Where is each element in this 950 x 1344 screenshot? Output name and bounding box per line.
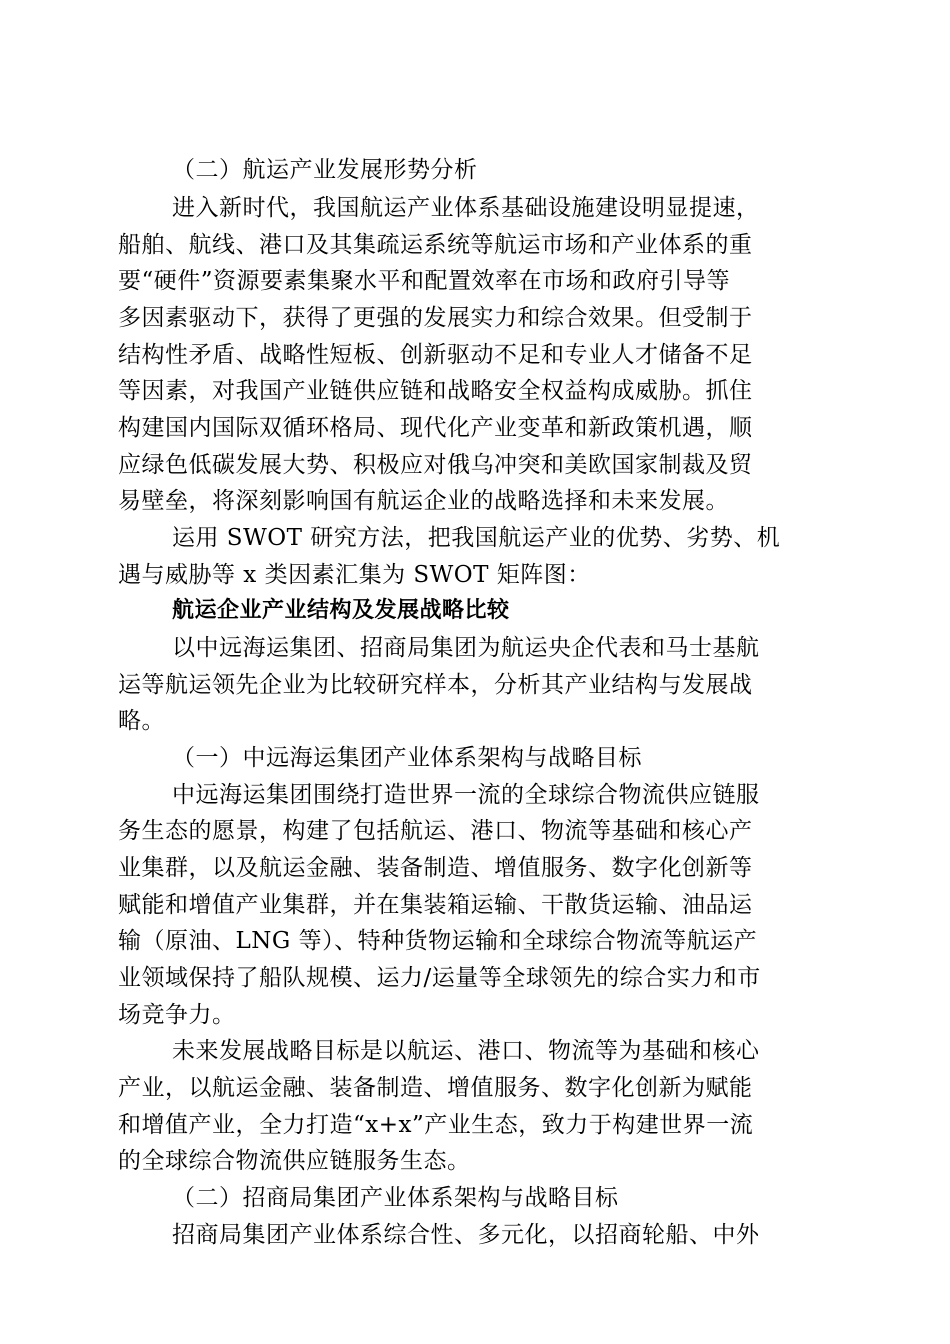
section-heading-compare: 航运企业产业结构及发展战略比较 <box>172 598 510 623</box>
paragraph-line: 业集群，以及航运金融、装备制造、增值服务、数字化创新等 <box>118 855 753 881</box>
paragraph-line: 船舶、航线、港口及其集疏运系统等航运市场和产业体系的重 <box>118 232 753 258</box>
paragraph-line: 要“硬件”资源要素集聚水平和配置效率在市场和政府引导等 <box>118 268 731 294</box>
paragraph-line: 构建国内国际双循环格局、现代化产业变革和新政策机遇，顺 <box>118 415 753 441</box>
paragraph-line: 结构性矛盾、战略性短板、创新驱动不足和专业人才储备不足 <box>118 342 753 368</box>
paragraph-line: 中远海运集团围绕打造世界一流的全球综合物流供应链服 <box>172 782 760 808</box>
paragraph-line: 产业，以航运金融、装备制造、增值服务、数字化创新为赋能 <box>118 1075 753 1101</box>
paragraph-line: 赋能和增值产业集群，并在集装箱运输、干散货运输、油品运 <box>118 892 753 918</box>
paragraph-line: 以中远海运集团、招商局集团为航运央企代表和马士基航 <box>172 635 760 661</box>
paragraph-line: 运等航运领先企业为比较研究样本，分析其产业结构与发展战 <box>118 672 753 698</box>
paragraph-line: 等因素，对我国产业链供应链和战略安全权益构成威胁。抓住 <box>118 378 753 404</box>
paragraph-line: 业领域保持了船队规模、运力/运量等全球领先的综合实力和市 <box>118 965 761 991</box>
section-heading-situation: （二）航运产业发展形势分析 <box>172 157 478 183</box>
subsection-heading-cmg: （二）招商局集团产业体系架构与战略目标 <box>172 1185 619 1211</box>
paragraph-line: 略。 <box>118 708 165 734</box>
subsection-heading-cosco: （一）中远海运集团产业体系架构与战略目标 <box>172 745 642 771</box>
paragraph-line: 遇与威胁等 x 类因素汇集为 SWOT 矩阵图： <box>118 562 591 588</box>
paragraph-line: 的全球综合物流供应链服务生态。 <box>118 1148 471 1174</box>
paragraph-line: 务生态的愿景，构建了包括航运、港口、物流等基础和核心产 <box>118 818 753 844</box>
paragraph-line: 输（原油、LNG 等）、特种货物运输和全球综合物流等航运产 <box>118 928 758 954</box>
paragraph-line: 场竞争力。 <box>118 1002 236 1028</box>
paragraph-line: 招商局集团产业体系综合性、多元化，以招商轮船、中外 <box>172 1222 760 1248</box>
paragraph-line: 运用 SWOT 研究方法，把我国航运产业的优势、劣势、机 <box>172 525 781 551</box>
paragraph-line: 进入新时代，我国航运产业体系基础设施建设明显提速， <box>172 195 760 221</box>
paragraph-line: 和增值产业，全力打造“x+x”产业生态，致力于构建世界一流 <box>118 1112 754 1138</box>
paragraph-line: 应绿色低碳发展大势、积极应对俄乌冲突和美欧国家制裁及贸 <box>118 452 753 478</box>
paragraph-line: 未来发展战略目标是以航运、港口、物流等为基础和核心 <box>172 1038 760 1064</box>
paragraph-line: 易壁垒，将深刻影响国有航运企业的战略选择和未来发展。 <box>118 488 729 514</box>
paragraph-line: 多因素驱动下，获得了更强的发展实力和综合效果。但受制于 <box>118 305 753 331</box>
